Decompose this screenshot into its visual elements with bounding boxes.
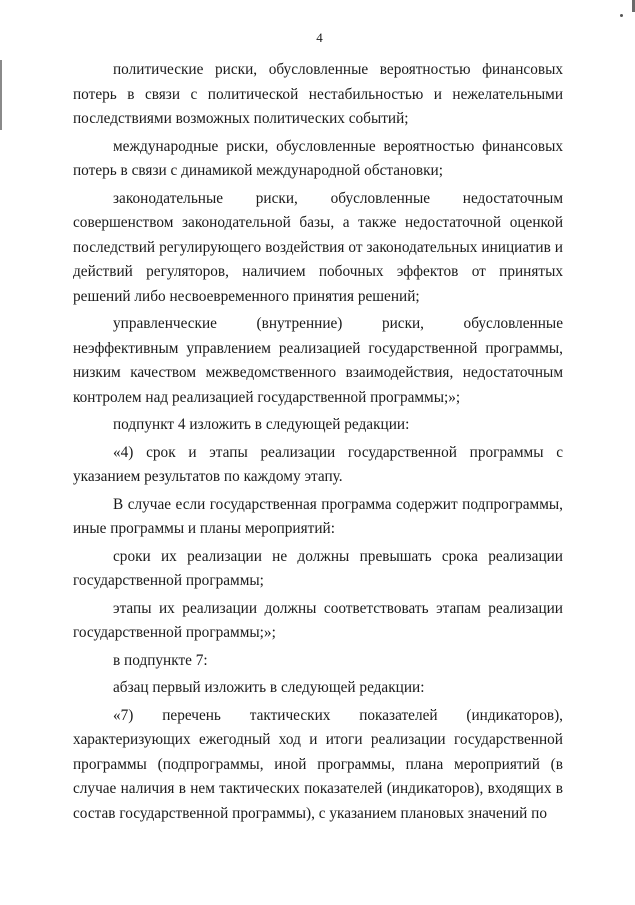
paragraph-legislative-risks: законодательные риски, обусловленные недостаточным совершенством законодательной базы, а также недостаточной оценкой последствий регулирующего воздействия от законодательных инициатив и действий регуляторов, наличием побочных эффектов от принятых решений либо несвоевременного принятия решений; [73,189,563,305]
paragraph-stages: этапы их реализации должны соответствовать этапам реализации государственной программы;»; [73,599,563,641]
page-number: 4 [316,30,323,45]
document-body [73,58,563,829]
paragraph-subclause-7-intro: в подпункте 7: [113,651,208,669]
paragraph-management-risks: управленческие (внутренние) риски, обусловленные неэффективным управлением реализацией государственной программы, низким качеством межведомственного взаимодействия, недостаточным контролем над реализацией государственной программы;»; [73,315,563,406]
paragraph-subclause-4-intro: подпункт 4 изложить в следующей редакции: [113,416,410,433]
paragraph-political-risks: политические риски, обусловленные вероятностью финансовых потерь в связи с политической нестабильностью и нежелательными последствиями возможных политических событий; [73,61,563,127]
paragraph-subprograms-case: В случае если государственная программа содержит подпрограммы, иные программы и планы мероприятий: [73,495,563,537]
paragraph-subclause-7-text: «7) перечень тактических показателей (индикаторов), характеризующих ежегодный ход и итоги реализации государственной программы (подпрограммы, иной программы, плана мероприятий (в случае наличия в нем тактических показателей (индикаторов), входящих в состав государственной программы), с указанием плановых значений по [73,706,563,822]
scan-edge-mark [0,60,2,130]
paragraph-subclause-4-text: «4) срок и этапы реализации государственной программы с указанием результатов по каждому этапу. [73,443,563,485]
scan-dot [620,14,623,17]
paragraph-terms: сроки их реализации не должны превышать срока реализации государственной программы; [73,547,563,589]
paragraph-first-paragraph-intro: абзац первый изложить в следующей редакции: [113,679,425,696]
paragraph-international-risks: международные риски, обусловленные вероятностью финансовых потерь в связи с динамикой международной обстановки; [73,137,563,179]
